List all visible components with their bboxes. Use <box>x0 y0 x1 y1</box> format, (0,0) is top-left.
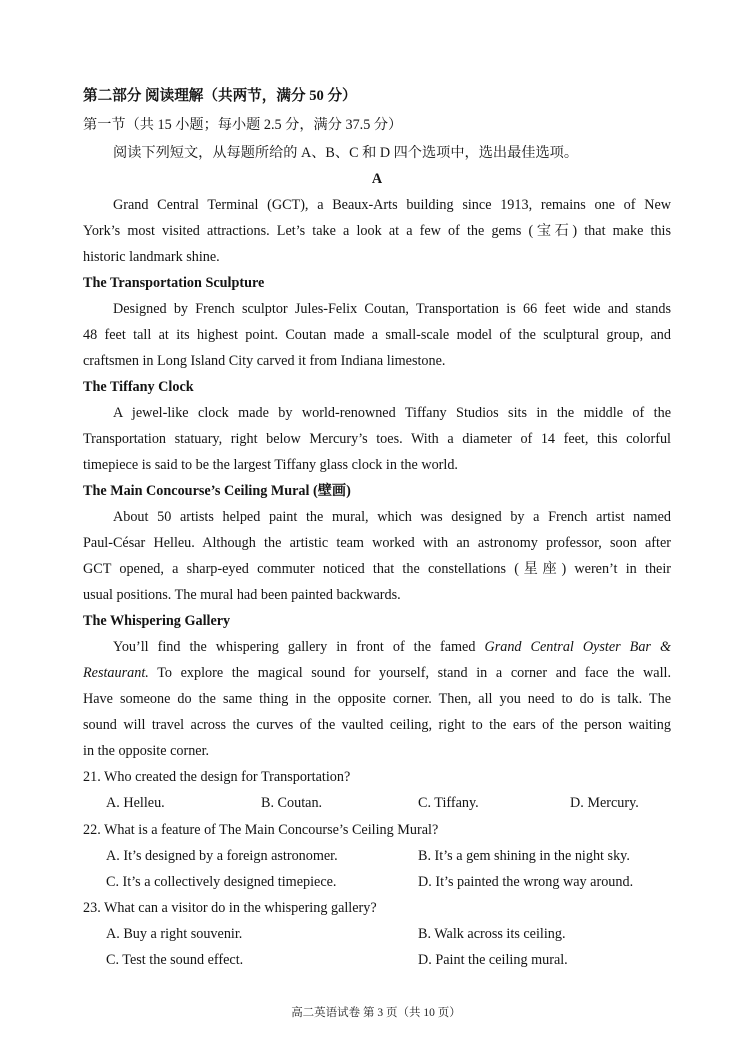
paragraph-line: usual positions. The mural had been painted backwards. <box>83 587 401 603</box>
option-c[interactable]: C. Tiffany. <box>418 795 479 811</box>
section-subtitle: 第一节（共 15 小题；每小题 2.5 分，满分 37.5 分） <box>83 117 403 133</box>
section-title: 第二部分 阅读理解（共两节，满分 50 分） <box>83 88 357 104</box>
text-run: You’ll find the whispering gallery in front of the famed <box>113 639 485 655</box>
paragraph-line: Paul-César Helleu. Although the artistic team worked with an astronomy professor, soon after <box>83 535 671 551</box>
options-row <box>83 790 671 817</box>
section-tiffany-clock <box>83 374 671 478</box>
options-row <box>83 843 671 869</box>
paragraph-line: Transportation statuary, right below Mercury’s toes. With a diameter of 14 feet, this colorful <box>83 431 671 447</box>
exam-page <box>83 82 671 973</box>
paragraph-line <box>83 660 671 686</box>
subheading: The Main Concourse’s Ceiling Mural (壁画) <box>83 483 351 499</box>
option-d[interactable]: D. It’s painted the wrong way around. <box>418 874 634 890</box>
option-b[interactable]: B. Walk across its ceiling. <box>418 926 566 942</box>
paragraph-line: in the opposite corner. <box>83 743 210 759</box>
paragraph-line: timepiece is said to be the largest Tiffany glass clock in the world. <box>83 457 458 473</box>
option-a[interactable]: A. It’s designed by a foreign astronomer. <box>106 848 338 864</box>
question-stem: 21. Who created the design for Transportation? <box>83 769 351 785</box>
paragraph-line: 48 feet tall at its highest point. Coutan made a small-scale model of the sculptural group, and <box>83 327 671 343</box>
section-ceiling-mural <box>83 478 671 608</box>
italic-title: Grand Central Oyster Bar & <box>484 639 671 655</box>
paragraph-line: sound will travel across the curves of the vaulted ceiling, right to the ears of the person waiting <box>83 717 671 733</box>
question-21 <box>83 764 671 817</box>
paragraph-line <box>83 634 671 660</box>
options-row <box>83 921 671 947</box>
text-run: To explore the magical sound for yourself, stand in a corner and face the wall. <box>148 665 671 681</box>
question-22 <box>83 817 671 895</box>
paragraph-line: About 50 artists helped paint the mural, which was designed by a French artist named <box>113 509 671 525</box>
section-whispering-gallery <box>83 608 671 764</box>
paragraph-line: craftsmen in Long Island City carved it from Indiana limestone. <box>83 353 446 369</box>
instruction: 阅读下列短文，从每题所给的 A、B、C 和 D 四个选项中，选出最佳选项。 <box>113 145 579 161</box>
option-d[interactable]: D. Mercury. <box>570 795 639 811</box>
paragraph-line: Grand Central Terminal (GCT), a Beaux-Arts building since 1913, remains one of New <box>113 197 671 213</box>
option-d[interactable]: D. Paint the ceiling mural. <box>418 952 568 968</box>
subheading: The Whispering Gallery <box>83 613 231 629</box>
option-a[interactable]: A. Buy a right souvenir. <box>106 926 243 942</box>
page-footer: 高二英语试卷 第 3 页（共 10 页） <box>291 1007 461 1019</box>
question-stem: 22. What is a feature of The Main Concourse’s Ceiling Mural? <box>83 822 439 838</box>
options-row <box>83 947 671 973</box>
passage-label: A <box>371 171 383 187</box>
paragraph-line: York’s most visited attractions. Let’s take a look at a few of the gems (宝石) that make this <box>83 223 671 239</box>
paragraph-line: Designed by French sculptor Jules-Felix Coutan, Transportation is 66 feet wide and stands <box>113 301 671 317</box>
question-stem: 23. What can a visitor do in the whispering gallery? <box>83 900 377 916</box>
paragraph-line: Have someone do the same thing in the opposite corner. Then, all you need to do is talk. The <box>83 691 671 707</box>
paragraph-line: historic landmark shine. <box>83 249 220 265</box>
paragraph-line: A jewel-like clock made by world-renowned Tiffany Studios sits in the middle of the <box>113 405 671 421</box>
options-row <box>83 869 671 895</box>
option-c[interactable]: C. Test the sound effect. <box>106 952 244 968</box>
paragraph-line: GCT opened, a sharp-eyed commuter noticed that the constellations (星座) weren’t in their <box>83 561 671 577</box>
option-a[interactable]: A. Helleu. <box>106 795 165 811</box>
option-b[interactable]: B. Coutan. <box>261 795 323 811</box>
italic-title: Restaurant. <box>83 665 149 681</box>
option-b[interactable]: B. It’s a gem shining in the night sky. <box>418 848 630 864</box>
option-c[interactable]: C. It’s a collectively designed timepiece. <box>106 874 337 890</box>
passage-intro <box>83 192 671 270</box>
section-transportation <box>83 270 671 374</box>
subheading: The Transportation Sculpture <box>83 275 265 291</box>
subheading: The Tiffany Clock <box>83 379 194 395</box>
question-23 <box>83 895 671 973</box>
